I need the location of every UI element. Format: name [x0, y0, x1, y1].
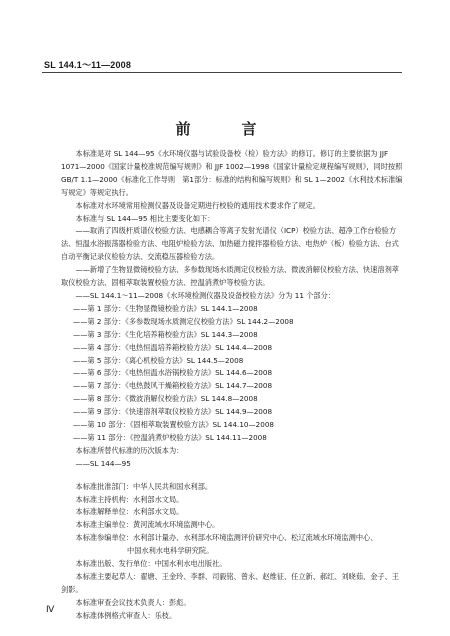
paragraph-removed-methods: ——取消了四级杆质谱仪校验方法、电感耦合等离子发射光谱仪（ICP）校验方法、超净工作台检验方法、恒温水浴振荡器检验方法、电阻炉检验方法、加热磁力搅拌器检验方法、电热炉（板）检验方法、台式自动平衡记录仪检验方法、交流稳压器检验方法。 [61, 226, 399, 262]
part-list-item: ——第 1 部分：《生物显微镜校验方法》SL 144.1—2008 [73, 303, 258, 313]
part-list-item: ——第 8 部分：《微波消解仪校验方法》SL 144.8—2008 [73, 394, 258, 404]
part-list-item: ——第 9 部分：《快速溶剂萃取仪校验方法》SL 144.9—2008 [73, 407, 273, 417]
info-drafters: 本标准主要起草人：翟塘、王金玲、李群、司毅铭、曾永、赵维征、任立新、郝红、刘晓茹、金子、王剑影。 [61, 572, 399, 594]
header-rule [42, 72, 402, 73]
info-participating-units-cont: 中国水利水电科学研究院。 [127, 546, 214, 556]
part-list-item: ——第 2 部分：《多参数现场水质测定仪校验方法》SL 144.2—2008 [73, 316, 294, 326]
info-participating-units: 本标准参编单位：水利部计量办、水利部水环境监测评价研究中心、松辽流域水环境监测中心、 [75, 533, 378, 543]
info-chief-editor-unit: 本标准主编单位：黄河流域水环境监测中心。 [75, 520, 220, 530]
info-publisher: 本标准出版、发行单位：中国水利水电出版社。 [75, 559, 227, 569]
info-format-reviewer: 本标准体例格式审查人：乐枝。 [75, 610, 177, 620]
part-list-item: ——第 5 部分：《离心机校验方法》SL 144.5—2008 [73, 355, 244, 365]
page-number: Ⅳ [46, 604, 55, 614]
info-approval-dept: 本标准批准部门：中华人民共和国水利部。 [75, 481, 213, 491]
part-list-item: ——第 3 部分：《生化培养箱校验方法》SL 144.3—2008 [73, 329, 258, 339]
paragraph-revision: 本标准是对 SL 144—95《水环境仪器与试验设备校（检）验方法》的修订。修订的主要依据为 JJF 1071—2000《国家计量校准规范编写规则》和 JJF 1002—1998《国家计量检定规程编写规则》，同时按照 GB/T 1.1—2000《标准化工作导则 第1部分：标准的结构和编写规则》和 SL 1—2002《水利技术标准编写规定》等规定执行。 [61, 149, 403, 197]
info-interpreting-unit: 本标准解释单位：水利部水文局。 [75, 507, 184, 517]
page-title: 前 言 [175, 120, 275, 138]
part-list-item: ——第 7 部分：《电热鼓风干燥箱校验方法》SL 144.7—2008 [73, 381, 273, 391]
part-list-item: ——第 10 部分：《固相萃取装置校验方法》SL 144.10—2008 [73, 420, 274, 430]
info-host-org: 本标准主持机构：水利部水文局。 [75, 494, 184, 504]
paragraph-parts-intro: ——SL 144.1～11—2008《水环境检测仪器及设备校验方法》分为 11 个部分： [75, 290, 335, 300]
section-spacer [61, 471, 403, 481]
info-review-lead: 本标准审查会议技术负责人：彭彪。 [75, 597, 191, 607]
part-list-item: ——第 4 部分：《电热恒温培养箱校验方法》SL 144.4—2008 [73, 342, 273, 352]
part-list-item: ——第 11 部分：《控温消煮炉校验方法》SL 144.11—2008 [73, 432, 267, 442]
paragraph-scope: 本标准对水环境常用检测仪器及设备定期进行校验的通用技术要求作了规定。 [75, 200, 320, 210]
part-list-item: ——第 6 部分：《电热恒温水浴锅校验方法》SL 144.6—2008 [73, 368, 273, 378]
standard-code: SL 144.1～11—2008 [44, 60, 132, 70]
history-item: ——SL 144—95 [75, 458, 131, 468]
paragraph-changes-intro: 本标准与 SL 144—95 相比主要变化如下： [75, 213, 215, 223]
paragraph-added-methods: ——新增了生物显微镜校验方法、多参数现场水质测定仪校验方法、微波消解仪校验方法、快速溶剂萃取仪校验方法、固相萃取装置校验方法、控温消煮炉等校验方法。 [61, 265, 399, 288]
document-body [61, 148, 403, 623]
history-label: 本标准所替代标准的历次版本为： [75, 445, 184, 455]
